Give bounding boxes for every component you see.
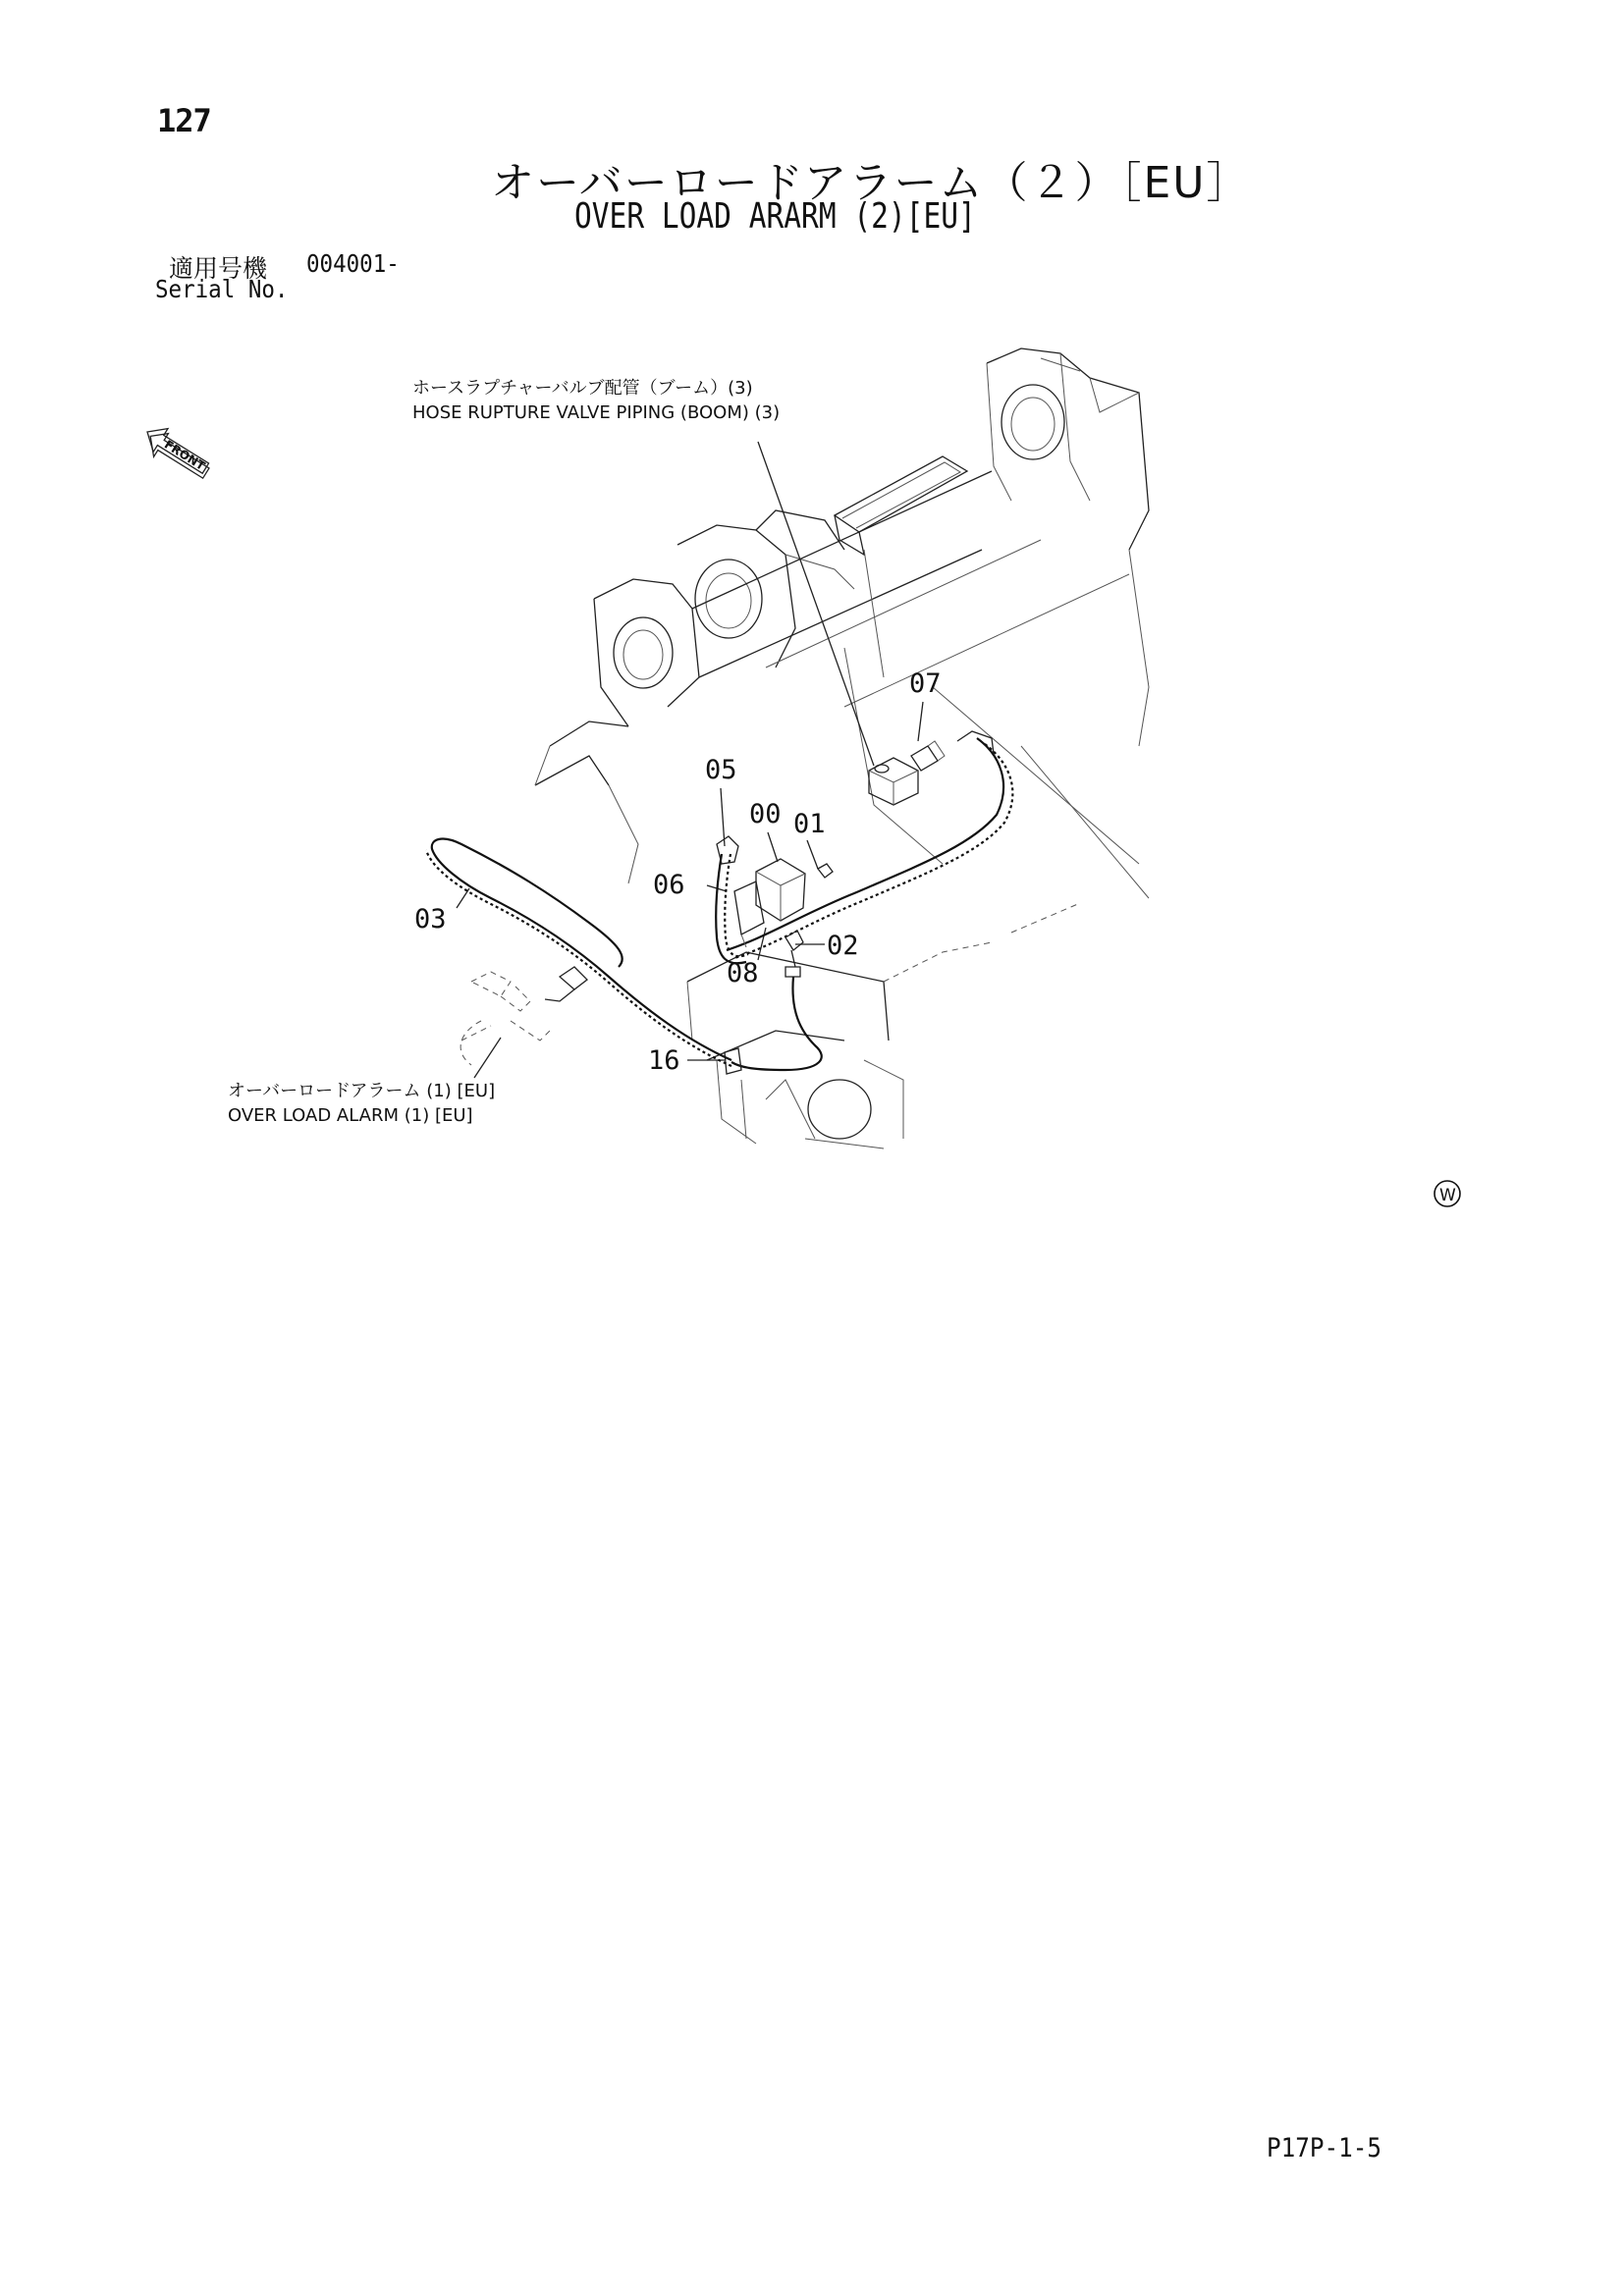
part-number-06: 06 xyxy=(653,870,685,900)
w-mark-icon xyxy=(1435,1181,1460,1206)
part-number-16: 16 xyxy=(648,1045,680,1076)
document-code: P17P-1-5 xyxy=(1267,2133,1382,2163)
serial-label-english: Serial No. xyxy=(155,275,289,303)
part-number-01: 01 xyxy=(793,809,826,839)
boom-structure-drawing xyxy=(535,348,1149,1148)
part-number-05: 05 xyxy=(705,755,737,785)
part-number-00: 00 xyxy=(749,799,782,829)
callout-hose-en: HOSE RUPTURE VALVE PIPING (BOOM) (3) xyxy=(412,402,781,423)
w-mark-letter: W xyxy=(1439,1186,1456,1205)
page-number: 127 xyxy=(157,102,211,139)
leader-lines xyxy=(457,442,923,1078)
part-number-03: 03 xyxy=(414,904,447,934)
part-number-02: 02 xyxy=(827,931,859,961)
part-number-08: 08 xyxy=(727,958,759,988)
page-title-japanese: オーバーロードアラーム（２）［EU］ xyxy=(491,158,1252,208)
front-label: FRONT xyxy=(161,437,208,473)
serial-number-value: 004001- xyxy=(306,249,400,278)
page-title-english: OVER LOAD ARARM (2)[EU] xyxy=(574,196,976,237)
callout-alarm-en: OVER LOAD ALARM (1) [EU] xyxy=(228,1105,473,1126)
serial-label-japanese: 適用号機 xyxy=(169,254,268,283)
part-number-07: 07 xyxy=(909,668,942,699)
front-arrow-icon xyxy=(137,420,215,485)
callout-hose-ja: ホースラプチャーバルブ配管（ブーム）(3) xyxy=(412,378,753,399)
callout-alarm-ja: オーバーロードアラーム (1) [EU] xyxy=(228,1081,496,1101)
